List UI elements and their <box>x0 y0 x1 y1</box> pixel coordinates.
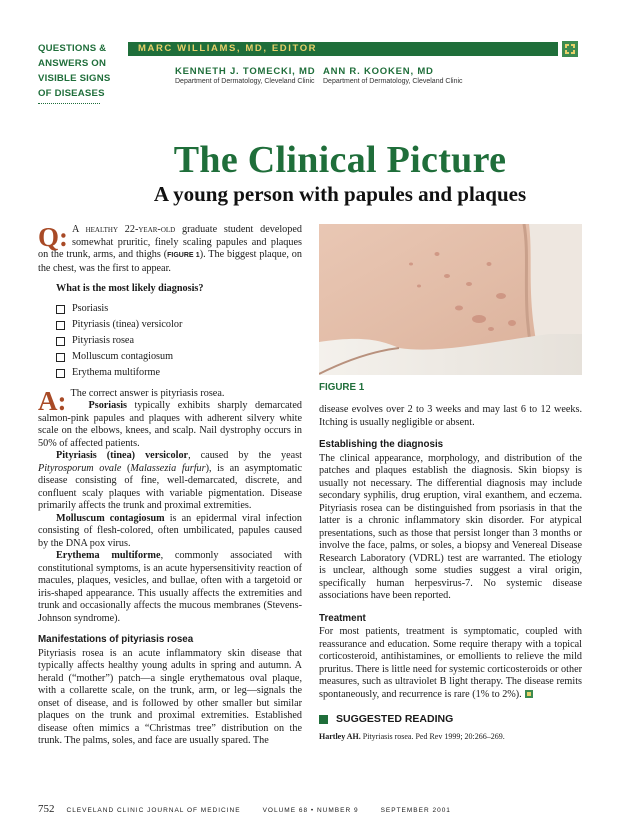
reference-text: Pityriasis rosea. Ped Rev 1999; 20:266–269. <box>360 731 505 741</box>
checkbox[interactable] <box>56 369 65 378</box>
paragraph-text: ( <box>121 462 131 474</box>
answer-intro: The correct answer is pityriasis rosea. <box>70 387 225 399</box>
right-column <box>319 404 582 743</box>
editor-bar <box>128 42 558 56</box>
journal-name: CLEVELAND CLINIC JOURNAL OF MEDICINE <box>66 807 241 814</box>
page-number: 752 <box>38 803 55 815</box>
term: Molluscum contagiosum <box>56 512 165 524</box>
author-dept: Department of Dermatology, Cleveland Clinic <box>323 78 463 85</box>
page-title: The Clinical Picture <box>173 139 507 181</box>
question-prompt: What is the most likely diagnosis? <box>56 283 204 294</box>
section-label-line: ANSWERS ON <box>38 58 107 69</box>
organism-name: Pityrosporum ovale <box>38 462 122 474</box>
paragraph-text: , commonly associated with constitutional symptoms, is an acute hypersensitivity reaction of macules, plaques, vesicles, and bullae, often with a targetoid or iris-shaped appearance. This usually affects the extremities and trunk and occasionally affects the mucous membranes (Stevens-Johnson syndrome). <box>38 550 302 624</box>
section-heading: Treatment <box>319 612 366 624</box>
section-label-line: QUESTIONS & <box>38 43 107 54</box>
question-lead: A healthy 22-year-old <box>72 224 176 235</box>
term: Pityriasis (tinea) versicolor <box>56 450 189 461</box>
term: Erythema multiforme <box>56 550 161 561</box>
author-name: ANN R. KOOKEN, MD <box>323 66 434 77</box>
option-item[interactable] <box>56 302 302 318</box>
psoriasis-paragraph <box>38 400 302 450</box>
answer-block <box>38 385 302 451</box>
page-footer <box>38 799 469 817</box>
page-subtitle: A young person with papules and plaques <box>153 182 527 206</box>
figure-caption: FIGURE 1 <box>319 382 365 393</box>
molluscum-paragraph <box>38 513 302 551</box>
author-dept: Department of Dermatology, Cleveland Clinic <box>175 78 315 85</box>
option-item[interactable] <box>56 366 302 382</box>
term: Psoriasis <box>88 400 127 411</box>
clinical-photo <box>319 224 582 375</box>
paragraph-text: , caused by the yeast <box>188 450 302 461</box>
flower-icon <box>562 41 578 57</box>
checkbox[interactable] <box>56 337 65 346</box>
option-label: Psoriasis <box>72 303 109 315</box>
answer-letter: A: <box>38 385 67 416</box>
continued-paragraph: disease evolves over 2 to 3 weeks and may last 6 to 12 weeks. Itching is usually negligible or absent. <box>319 404 582 428</box>
question-letter: Q: <box>38 222 68 252</box>
option-item[interactable] <box>56 334 302 350</box>
section-label-line: VISIBLE SIGNS <box>38 73 111 84</box>
manifestations-paragraph: Pityriasis rosea is an acute inflammatory skin disease that typically affects healthy young adults in spring and autumn. A herald (“mother”) patch—a single erythematous oval plaque, with a collarette scale, on the trunk, arm, or leg—signals the onset of disease, and is followed by other smaller but similar plaques on the trunk and proximal extremities. Established disease often mimics a “Christmas tree” distribution on the trunk. The palms, soles, and face are usually spared. The <box>38 647 302 746</box>
dotted-divider <box>38 103 100 104</box>
left-column <box>38 224 302 748</box>
checkbox[interactable] <box>56 353 65 362</box>
references-title: SUGGESTED READING <box>336 713 454 725</box>
reference-item <box>319 731 582 744</box>
author-name: KENNETH J. TOMECKI, MD <box>175 66 316 77</box>
reference-author: Hartley AH. <box>319 731 361 741</box>
treatment-paragraph <box>319 626 582 701</box>
figure-reference: FIGURE 1 <box>167 252 200 259</box>
volume-info: VOLUME 68 • NUMBER 9 <box>262 807 359 814</box>
option-label: Molluscum contagiosum <box>72 351 174 363</box>
checkbox[interactable] <box>56 305 65 314</box>
references-heading <box>319 713 582 726</box>
option-item[interactable] <box>56 350 302 366</box>
checkbox[interactable] <box>56 321 65 330</box>
section-label-line: OF DISEASES <box>38 88 105 99</box>
organism-name: Malassezia furfur <box>130 462 206 474</box>
option-label: Pityriasis (tinea) versicolor <box>72 319 183 331</box>
editor-name: MARC WILLIAMS, MD, EDITOR <box>138 43 318 54</box>
section-label <box>38 41 130 101</box>
author-block <box>323 66 463 85</box>
question-text-end: ). The biggest plaque, on the chest, was the first to appear. <box>38 249 302 274</box>
end-mark-icon <box>525 690 533 698</box>
paragraph-text: For most patients, treatment is symptomatic, coupled with reassurance and education. Some require therapy with a topical corticosteroid, antihistamines, or emollients to relieve the mild pruritus. There is little need for systemic corticosteroids or other measures, such as ultraviolet B light therapy. The disease remits spontaneously, and recurrence is rare (1% to 2%). <box>319 626 582 700</box>
question-text: graduate student developed somewhat pruritic, finely scaling papules and plaques on the trunk, arms, and thighs ( <box>38 224 302 260</box>
erythema-paragraph <box>38 550 302 625</box>
diagnosis-paragraph: The clinical appearance, morphology, and distribution of the patches and plaques establish the diagnosis. Skin biopsy is usually not necessary. The differential diagnosis may include secondary syphilis, drug eruption, viral exanthem, and eczema. Pityriasis rosea can be distinguished from psoriasis in that the latter is a chronic inflammatory skin disorder. For atypical presentations, such as those that persist longer than 3 months or involve the face, palms, or soles, a biopsy and Venereal Disease Research Laboratory (VDRL) test are warranted. The etiology is unclear, although some studies suggest a viral origin, specifically human herpesvirus-7. No systemic disease associations have been reported. <box>319 452 582 601</box>
answer-options <box>56 302 302 382</box>
section-heading: Establishing the diagnosis <box>319 439 444 450</box>
paragraph-text: is an epidermal viral infection consisting of flesh-colored, often umbilicated, papules caused by the DNA pox virus. <box>38 512 302 549</box>
author-block <box>175 66 315 85</box>
versicolor-paragraph <box>38 450 302 513</box>
square-bullet-icon <box>319 715 328 724</box>
paragraph-text: ), is an asymptomatic disease consisting of fine, well-demarcated, discrete, and confluent scaly plaques with variable pigmentation. Disease primarily affects the trunk and proximal extremities. <box>38 462 302 511</box>
option-item[interactable] <box>56 318 302 334</box>
issue-date: SEPTEMBER 2001 <box>380 807 451 814</box>
paragraph-text: typically exhibits sharply demarcated salmon-pink papules and plaques with adherent silvery white scale on the elbows, knees, and scalp. Nail dystrophy occurs in 50% of affected patients. <box>38 400 302 449</box>
option-label: Pityriasis rosea <box>72 335 134 347</box>
option-label: Erythema multiforme <box>72 367 160 379</box>
question-block <box>38 224 302 275</box>
section-heading: Manifestations of pityriasis rosea <box>38 634 194 645</box>
